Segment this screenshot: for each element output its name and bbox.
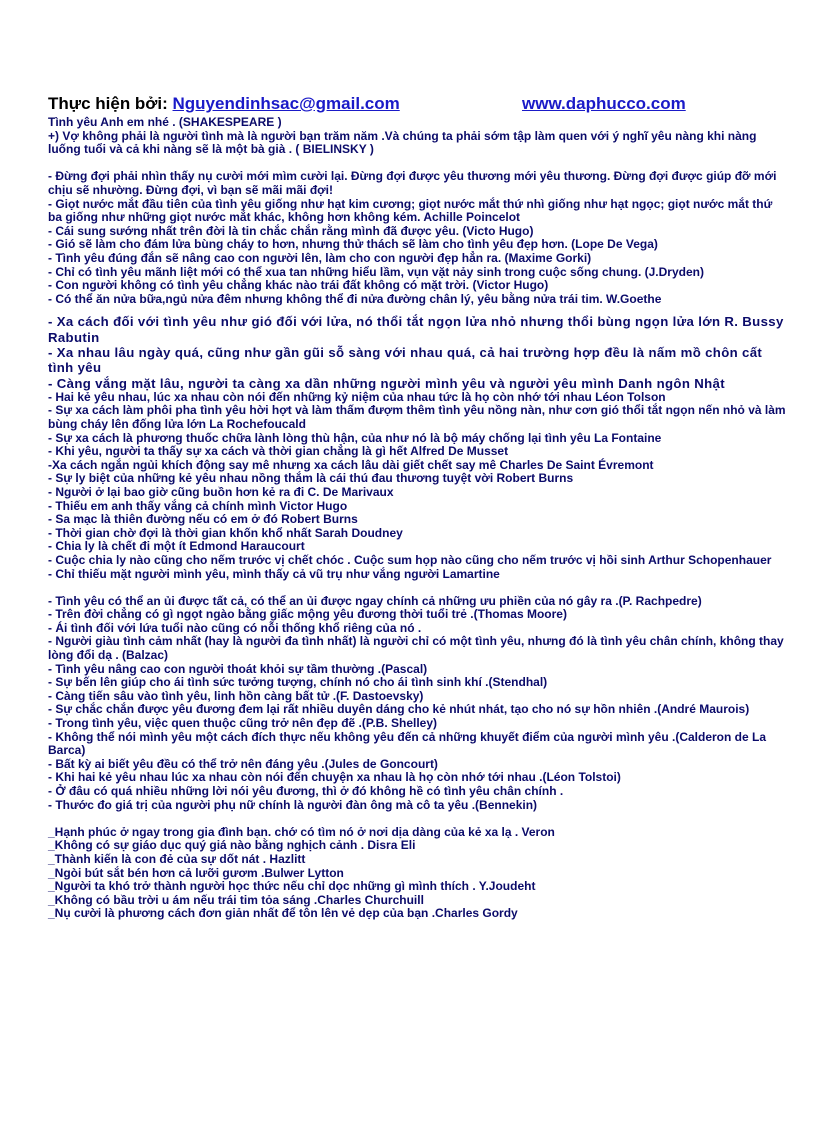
quote-line: - Sự ly biệt của những kẻ yêu nhau nồng thắm là cái thú đau thương tuyệt vời Robert Burns [48, 471, 574, 486]
quote-line: - Người giàu tình cảm nhất (hay là người đa tình nhất) là người chỉ có một tình yêu, nhưng đó là tình yêu chân chính, không thay lòng đổi dạ . (Balzac) [48, 634, 784, 663]
document-page [48, 94, 788, 921]
quote-line: - Chỉ thiếu mặt người mình yêu, mình thấy cả vũ trụ như vắng người Lamartine [48, 566, 500, 581]
quote-line: - Thước đo giá trị của người phụ nữ chính là người đàn ông mà cô ta yêu .(Bennekin) [48, 797, 538, 812]
quote-line: - Sự xa cách là phương thuốc chữa lành lòng thù hận, của như nó là bộ máy chống lại tình yêu La Fontaine [48, 430, 662, 445]
quote-line: - Khi hai kẻ yêu nhau lúc xa nhau còn nói đến chuyện xa nhau là họ còn nhớ tới nhau .(Léon Tolstoi) [48, 770, 621, 785]
quote-line: _Thành kiến là con đẻ của sự dốt nát . Hazlitt [48, 851, 306, 866]
quote-line: - Tình yêu đúng đắn sẽ nâng cao con người lên, làm cho con người đẹp hẳn ra. (Maxime Gorki) [48, 250, 592, 265]
quote-line: - Thời gian chờ đợi là thời gian khốn khổ nhất Sarah Doudney [48, 525, 403, 540]
quote-line: _Không có bầu trời u ám nếu trái tim tỏa sáng .Charles Churchuill [48, 892, 424, 907]
quote-line: - Giọt nước mắt đầu tiên của tình yêu giống như hạt kim cương; giọt nước mắt thứ nhì giống như hạt ngọc; giọt nước mắt thứ ba giống như những giọt nước mắt khác, không hơn không kém. Achille Poincelot [48, 196, 773, 225]
quote-line: - Bất kỳ ai biết yêu đều có thể trở nên đáng yêu .(Jules de Goncourt) [48, 756, 438, 771]
quote-line: - Trong tình yêu, việc quen thuộc cũng trở nên đẹp đẽ .(P.B. Shelley) [48, 716, 438, 731]
quote-line: - Tình yêu nâng cao con người thoát khỏi sự tầm thường .(Pascal) [48, 661, 428, 676]
quote-line: _Người ta khó trở thành người học thức nếu chỉ dọc những gì mình thích . Y.Joudeht [48, 879, 536, 894]
spacer [48, 306, 788, 314]
quote-line: - Chỉ có tình yêu mãnh liệt mới có thể xua tan những hiểu lầm, vụn vặt nảy sinh trong cuộc sống chung. (J.Dryden) [48, 264, 704, 279]
spacer [48, 157, 788, 171]
section-quotes-2 [48, 314, 788, 581]
section-quotes-1 [48, 170, 788, 306]
section-intro [48, 116, 788, 157]
quote-line: - Con người không có tình yêu chẳng khác nào trái đất không có mặt trời. (Victor Hugo) [48, 278, 549, 293]
quote-line-large: - Xa cách đối với tình yêu như gió đối với lửa, nó thổi tắt ngọn lửa nhỏ nhưng thổi bùng ngọn lửa lớn R. Bussy Rabutin [48, 314, 784, 345]
quote-line: - Ở đâu có quá nhiều những lời nói yêu đương, thì ở đó không hề có tình yêu chân chính . [48, 784, 564, 799]
email-link[interactable]: Nguyendinhsac@gmail.com [172, 94, 400, 113]
section-quotes-3 [48, 595, 788, 813]
quote-line: +) Vợ không phải là người tình mà là người bạn trăm năm .Và chúng ta phải sớm tập làm quen với ý nghĩ yêu nàng khi nàng luống tuổi và cả khi nàng sẽ là một bà già . ( BIELINSKY ) [48, 128, 757, 157]
quote-line-large: - Xa nhau lâu ngày quá, cũng như gần gũi sỗ sàng với nhau quá, cả hai trường hợp đều là nấm mồ chôn cất tình yêu [48, 344, 763, 376]
quote-line: _Ngòi bút sắt bén hơn cả lưỡi gươm .Bulwer Lytton [48, 865, 344, 880]
quote-line: - Khi yêu, người ta thấy sự xa cách và thời gian chẳng là gì hết Alfred De Musset [48, 444, 509, 459]
quote-line: - Ái tình đối với lứa tuổi nào cũng có nỗi thống khổ riêng của nó . [48, 620, 422, 635]
quote-line: Tình yêu Anh em nhé . (SHAKESPEARE ) [48, 115, 282, 129]
quote-line: _Nụ cười là phương cách đơn giản nhất để tôn lên vẻ dẹp của bạn .Charles Gordy [48, 906, 518, 921]
quote-line: _Không có sự giáo dục quý giá nào bằng nghịch cảnh . Disra Eli [48, 838, 416, 853]
quote-line: _Hạnh phúc ở ngay trong gia đình bạn. chớ có tìm nó ở nơi dịa dàng của kẻ xa lạ . Veron [48, 824, 555, 839]
quote-line: - Sự xa cách làm phôi pha tình yêu hời hợt và làm thấm đượm thêm tình yêu nồng nàn, như cơn gió thổi tắt ngọn nến nhỏ và làm bùng cháy lên đống lửa lớn La Rochefoucald [48, 403, 786, 431]
quote-line: - Gió sẽ làm cho đám lửa bùng cháy to hơn, nhưng thử thách sẽ làm cho tình yêu đẹp hơn. (Lope De Vega) [48, 237, 658, 252]
quote-line: - Sự bến lên giúp cho ái tình sức tưởng tượng, chính nó cho ái tình sinh khí .(Stendhal) [48, 675, 548, 690]
quote-line: - Thiếu em anh thấy vắng cả chính mình Victor Hugo [48, 498, 348, 513]
quote-line: - Tình yêu có thể an ủi được tất cả, có thể an ủi được ngay chính cả những ưu phiền của nó gây ra .(P. Rachpedre) [48, 593, 702, 608]
quote-line: - Có thể ăn nửa bữa,ngủ nửa đêm nhưng không thể đi nửa đường chân lý, yêu bằng nửa trái tim. W.Goethe [48, 291, 662, 306]
author-label: Thực hiện bởi: [48, 94, 168, 113]
spacer [48, 581, 788, 595]
section-quotes-4 [48, 826, 788, 921]
quote-line: - Sa mạc là thiên đường nếu có em ở đó Robert Burns [48, 512, 358, 527]
quote-line: - Hai kẻ yêu nhau, lúc xa nhau còn nói đến những kỷ niệm của nhau tức là họ còn nhớ tới nhau Léon Tolson [48, 389, 666, 404]
quote-line: - Người ở lại bao giờ cũng buồn hơn kẻ ra đi C. De Marivaux [48, 484, 394, 499]
quote-line: - Trên đời chẳng có gì ngọt ngào bằng giấc mộng yêu đương thời tuổi trẻ .(Thomas Moore) [48, 607, 567, 622]
quote-line: - Càng tiến sâu vào tình yêu, linh hồn càng bất tử .(F. Dastoevsky) [48, 688, 424, 703]
quote-line: -Xa cách ngắn ngủi khích động say mê nhưng xa cách lâu dài giết chết say mê Charles De Saint Évremont [48, 457, 654, 472]
document-header [48, 94, 788, 114]
quote-line: - Không thể nói mình yêu một cách đích thực nếu không yêu đến cả những khuyết điểm của người mình yêu .(Calderon de La Barca) [48, 729, 767, 758]
quote-line: - Cuộc chia ly nào cũng cho nếm trước vị chết chóc . Cuộc sum họp nào cũng cho nếm trước vị hồi sinh Arthur Schopenhauer [48, 552, 772, 567]
quote-line: - Cái sung sướng nhất trên đời là tin chắc chắn rằng mình đã được yêu. (Victo Hugo) [48, 223, 534, 238]
quote-line: - Đừng đợi phải nhìn thấy nụ cười mới mìm cười lại. Đừng đợi được yêu thương mới yêu thương. Đừng đợi được giúp đỡ mới chịu sẽ nhường. Đừng đợi, vì bạn sẽ mãi mãi đợi! [48, 169, 777, 197]
quote-line-large: - Càng vắng mặt lâu, người ta càng xa dần những người mình yêu và người yêu mình Danh ngôn Nhật [48, 375, 725, 391]
website-link[interactable]: www.daphucco.com [522, 94, 686, 113]
spacer [48, 812, 788, 826]
quote-line: - Sự chắc chắn được yêu đương đem lại rất nhiều duyên dáng cho kẻ nhút nhát, tạo cho nó sự hồn nhiên .(André Maurois) [48, 702, 750, 717]
quote-line: - Chia ly là chết đi một ít Edmond Haraucourt [48, 539, 305, 554]
